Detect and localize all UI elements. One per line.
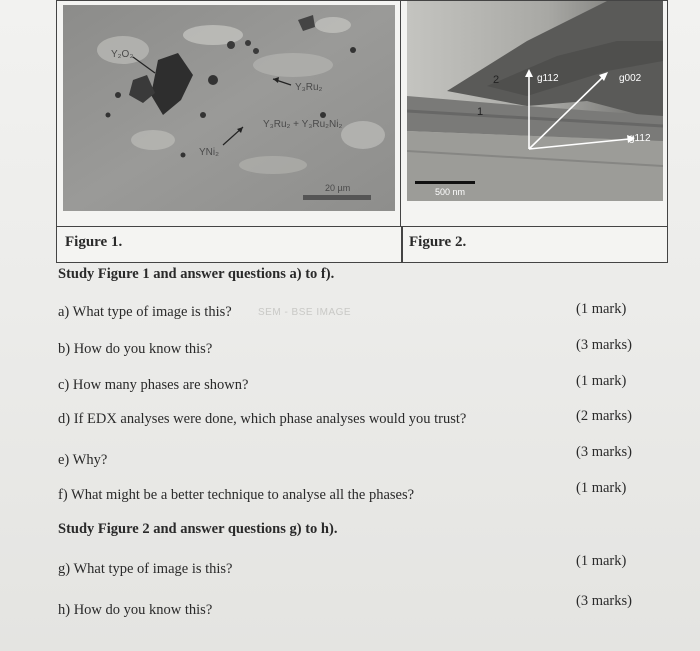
question-e: e) Why? bbox=[58, 452, 108, 468]
marks-e: (3 marks) bbox=[576, 444, 632, 460]
marks-b: (3 marks) bbox=[576, 337, 632, 353]
question-d: d) If EDX analyses were done, which phase analyses would you trust? bbox=[58, 411, 467, 427]
marks-g: (1 mark) bbox=[576, 553, 627, 569]
region-2-label: 2 bbox=[493, 74, 500, 86]
label-y2o3: Y₂O₃ bbox=[111, 49, 134, 60]
vector-g112-top: g112 bbox=[537, 73, 559, 84]
study-figure-1-heading: Study Figure 1 and answer questions a) to f). bbox=[58, 266, 335, 282]
vector-g112-right: g112 bbox=[629, 133, 651, 144]
figure-2-cell bbox=[401, 1, 667, 226]
region-1-label: 1 bbox=[477, 106, 484, 118]
marks-d: (2 marks) bbox=[576, 408, 632, 424]
question-a: a) What type of image is this? bbox=[58, 304, 232, 320]
marks-h: (3 marks) bbox=[576, 593, 632, 609]
caption-row bbox=[57, 226, 667, 263]
figure-2-caption: Figure 2. bbox=[409, 234, 467, 250]
figure-table bbox=[56, 0, 668, 263]
study-figure-2-heading: Study Figure 2 and answer questions g) to h). bbox=[58, 521, 338, 537]
question-h: h) How do you know this? bbox=[58, 602, 213, 618]
scale-bar-2: 500 nm bbox=[435, 187, 466, 197]
marks-f: (1 mark) bbox=[576, 480, 627, 496]
caption-divider bbox=[401, 227, 403, 263]
question-b: b) How do you know this? bbox=[58, 341, 213, 357]
question-c: c) How many phases are shown? bbox=[58, 377, 249, 393]
label-yru: Y₃Ru₂ bbox=[295, 82, 323, 93]
pencil-note: SEM - BSE IMAGE bbox=[258, 307, 352, 318]
marks-a: (1 mark) bbox=[576, 301, 627, 317]
question-g: g) What type of image is this? bbox=[58, 561, 233, 577]
marks-c: (1 mark) bbox=[576, 373, 627, 389]
scale-bar-1: 20 µm bbox=[325, 183, 351, 193]
figure-2-micrograph bbox=[407, 1, 663, 201]
vector-g002: g002 bbox=[619, 73, 642, 84]
label-yrus: Y₃Ru₂ + Y₃Ru₂Ni₂ bbox=[263, 119, 343, 130]
figure-1-caption: Figure 1. bbox=[65, 234, 123, 250]
label-yni: YNi₂ bbox=[199, 147, 219, 158]
question-f: f) What might be a better technique to analyse all the phases? bbox=[58, 487, 415, 503]
figure-1-micrograph bbox=[63, 5, 395, 211]
figure-1-cell bbox=[57, 1, 401, 226]
